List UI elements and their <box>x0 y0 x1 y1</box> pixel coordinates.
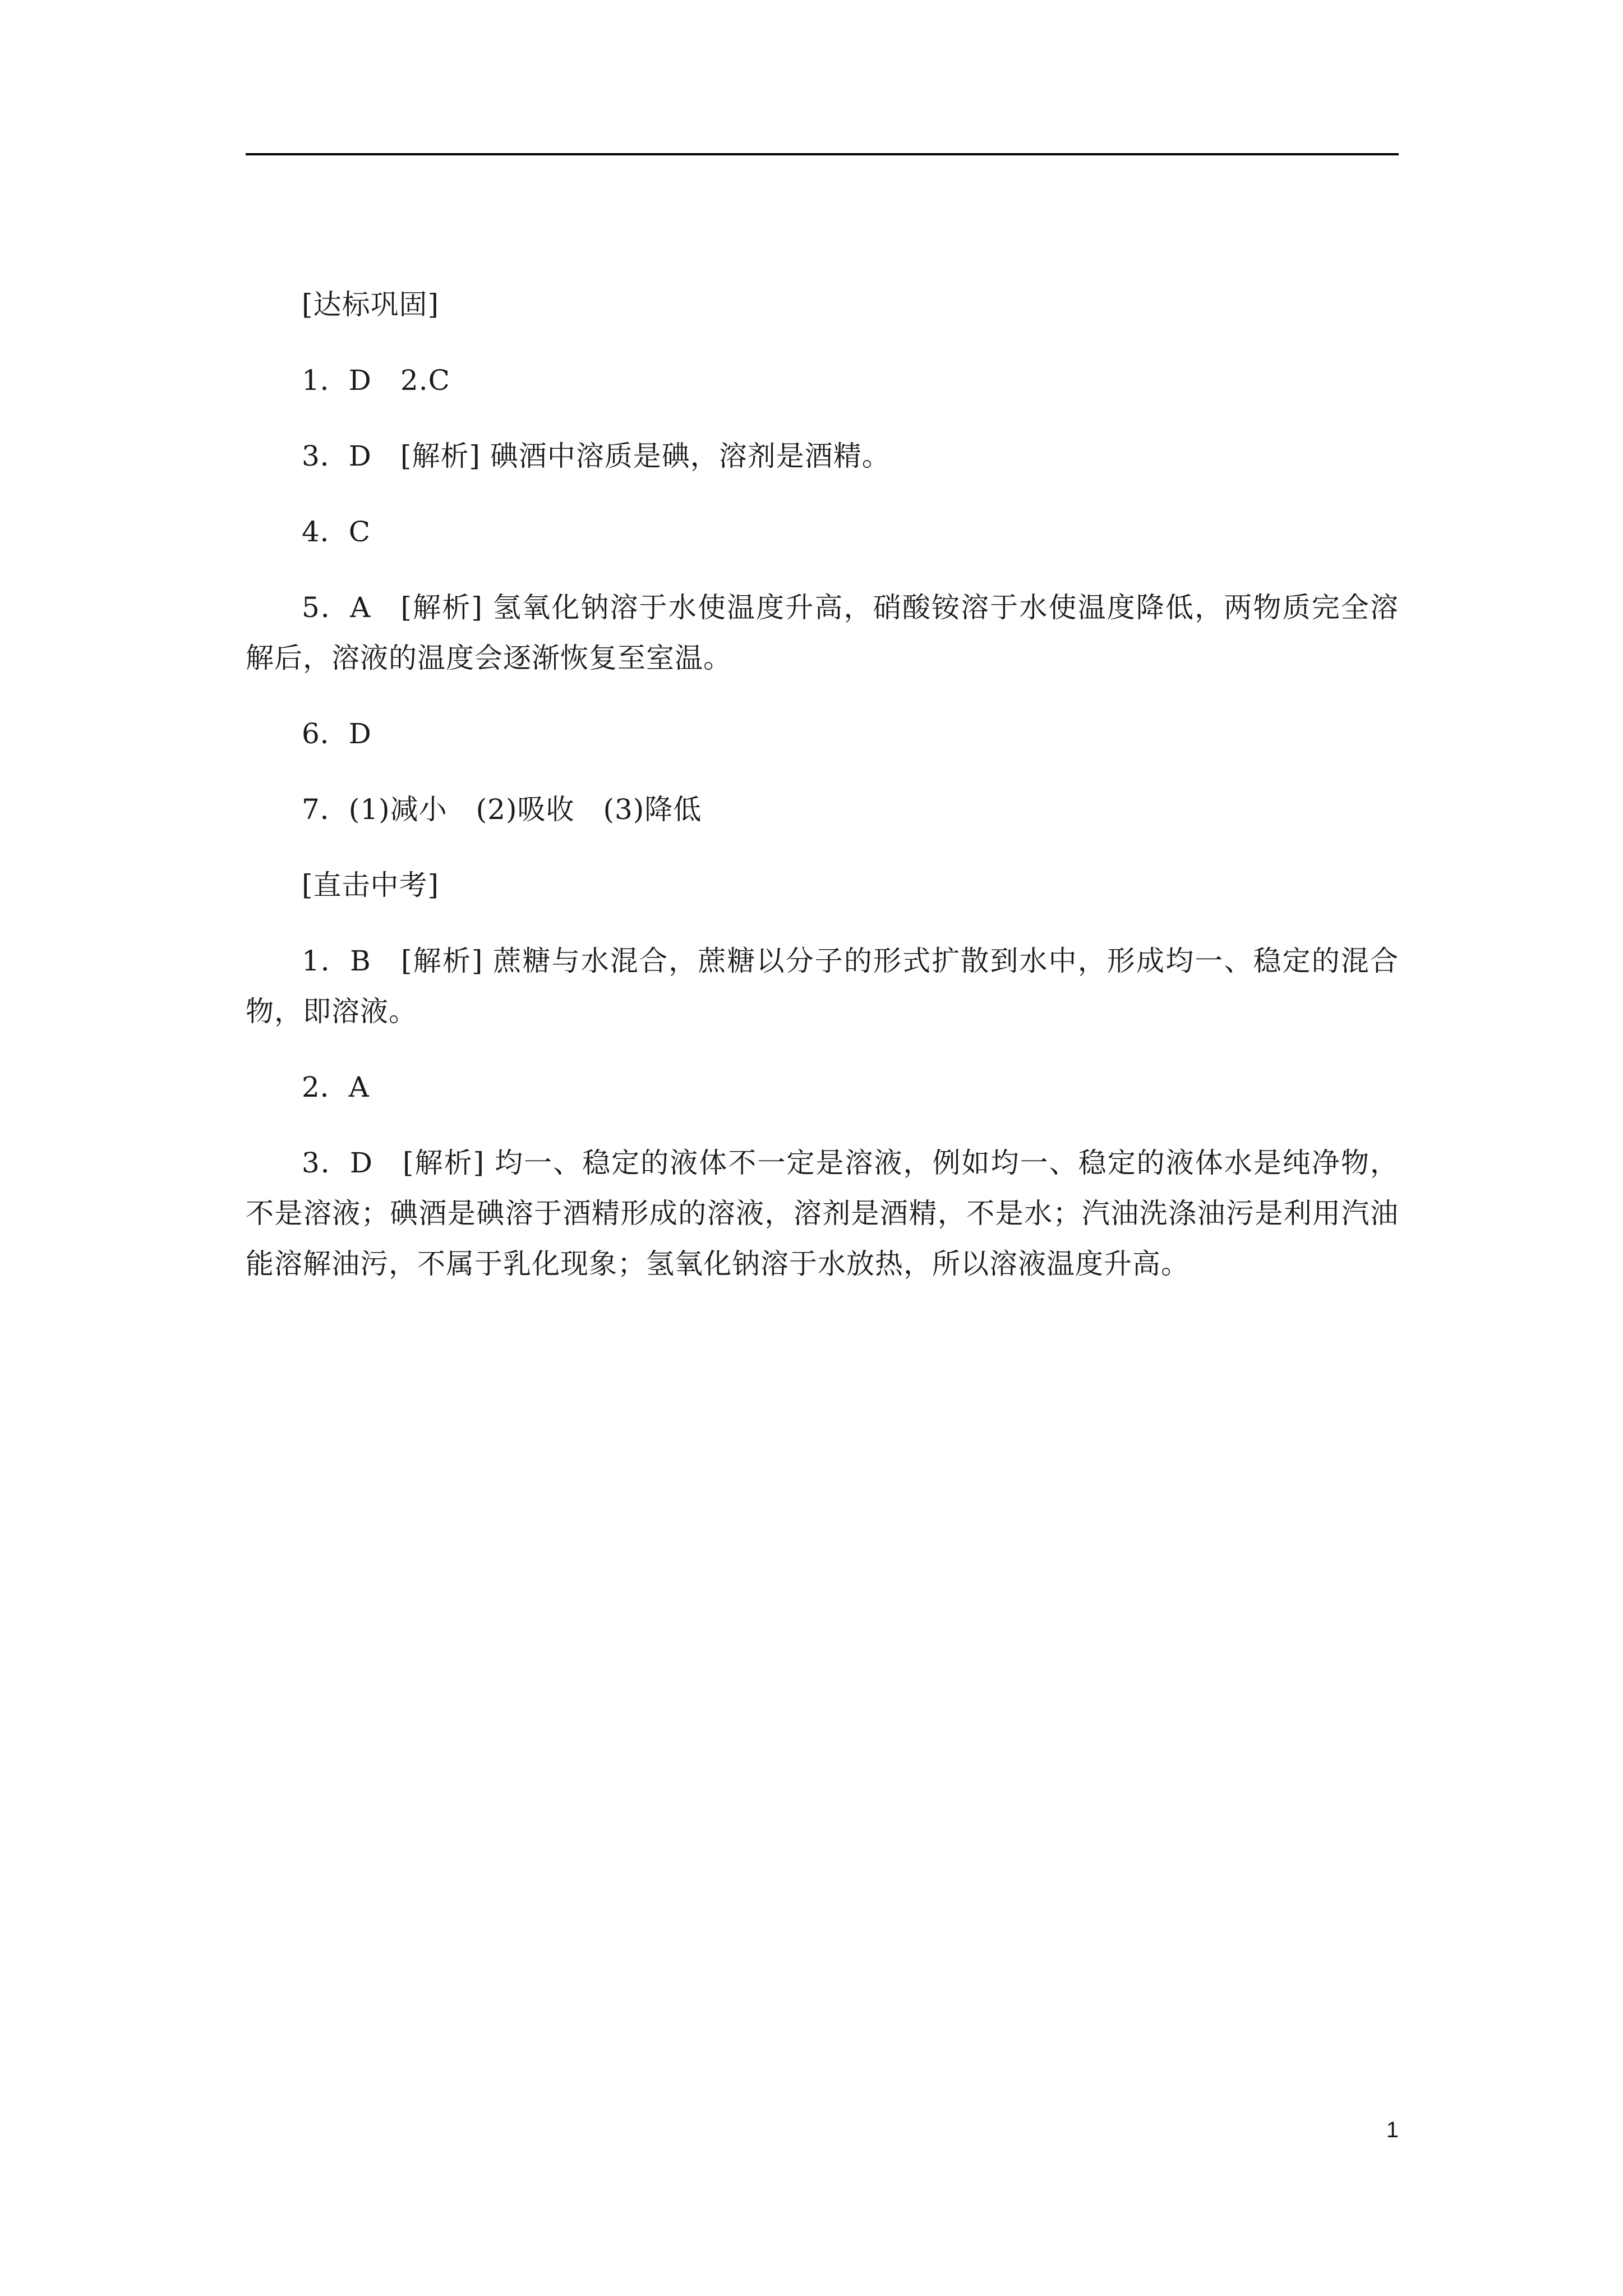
answer-item: 3．D [解析] 均一、稳定的液体不一定是溶液，例如均一、稳定的液体水是纯净物，不是溶液；碘酒是碘溶于酒精形成的溶液，溶剂是酒精，不是水；汽油洗涤油污是利用汽油能溶解油污，不属于乳化现象；氢氧化钠溶于水放热，所以溶液温度升高。 <box>246 1147 1399 1280</box>
section-heading-dabiao: [达标巩固] <box>302 288 440 321</box>
answer-item: 4．C <box>302 516 371 548</box>
answer-item: 3．D [解析] 碘酒中溶质是碘，溶剂是酒精。 <box>302 440 891 472</box>
answer-item: 6．D <box>302 717 372 750</box>
page-number: 1 <box>1386 2118 1399 2142</box>
header-rule <box>246 153 1399 155</box>
document-body <box>246 279 1399 1314</box>
answer-item: 5．A [解析] 氢氧化钠溶于水使温度升高，硝酸铵溶于水使温度降低，两物质完全溶解后，溶液的温度会逐渐恢复至室温。 <box>246 591 1399 674</box>
answer-item: 7．(1)减小 (2)吸收 (3)降低 <box>302 793 702 826</box>
answer-item: 1．D 2.C <box>302 364 450 397</box>
section-heading-zhiji: [直击中考] <box>302 869 440 901</box>
answer-item: 2．A <box>302 1071 370 1103</box>
answer-item: 1．B [解析] 蔗糖与水混合，蔗糖以分子的形式扩散到水中，形成均一、稳定的混合物，即溶液。 <box>246 945 1399 1028</box>
